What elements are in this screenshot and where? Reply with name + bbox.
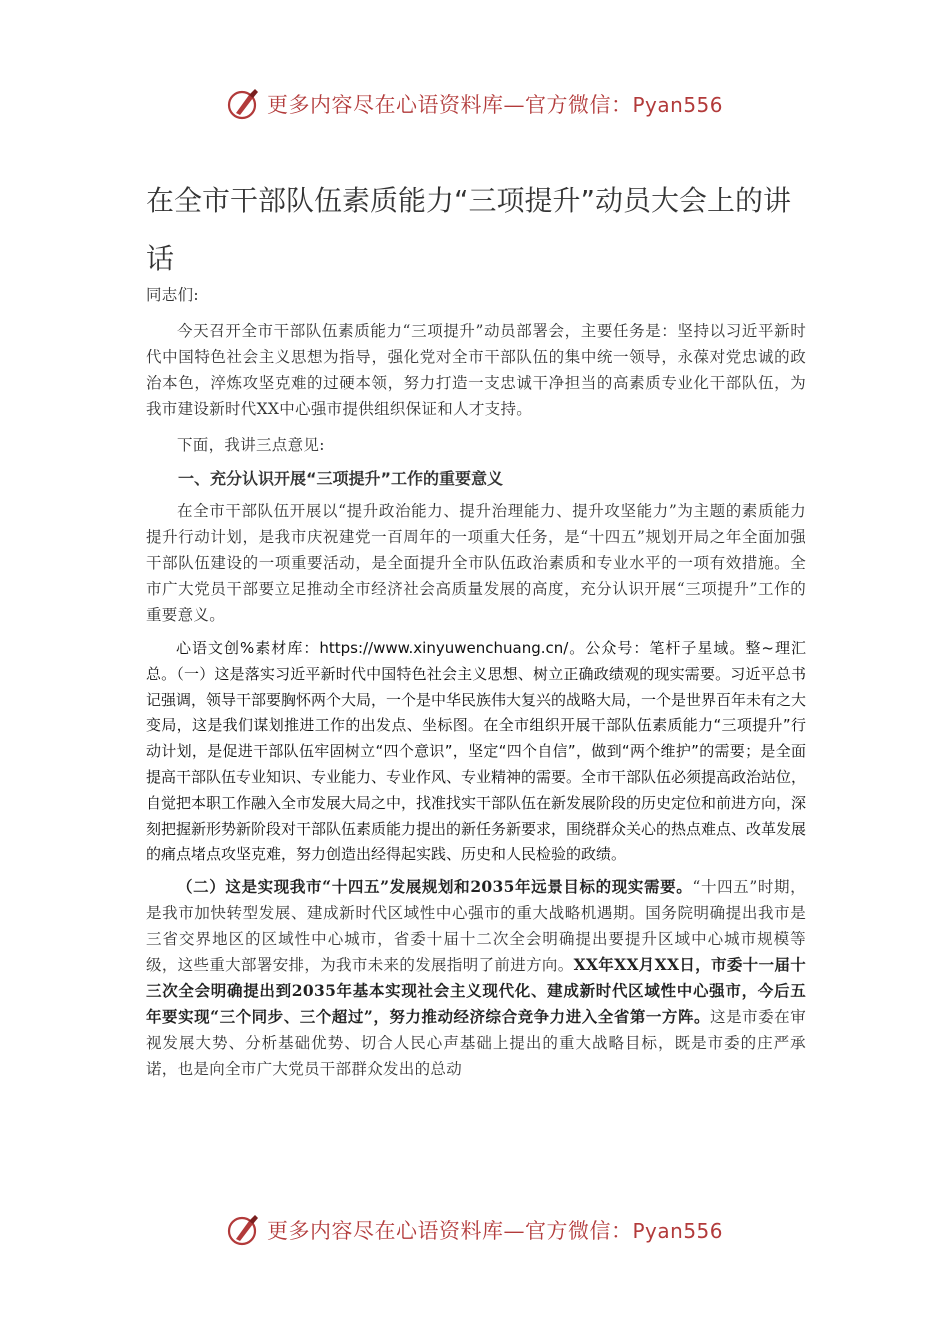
paragraph-sub-1: [146, 636, 806, 868]
sub-heading-2: （二）这是实现我市“十四五”发展规划和2035年远景目标的现实需要。: [177, 877, 693, 897]
paragraph-sub-2-bold: XX年XX月XX日，市委十一届十三次全会明确提出到2035年基本实现社会主义现代化、建成新时代区域性中心强市，今后五年要实现“三个同步、三个超过”，努力推动经济综合竞争力进入全省第一方阵。: [146, 955, 806, 1027]
salutation: 同志们:: [146, 286, 199, 304]
paragraph-significance: 在全市干部队伍开展以“提升政治能力、提升治理能力、提升攻坚能力”为主题的素质能力提升行动计划，是我市庆祝建党一百周年的一项重大任务，是“十四五”规划开局之年全面加强干部队伍建设的一项重要活动，是全面提升全市队伍政治素质和专业水平的一项有效措施。全市广大党员干部要立足推动全市经济社会高质量发展的高度，充分认识开展“三项提升”工作的重要意义。: [146, 502, 806, 624]
paragraph-sub-2-text-1: “十四五”时期，是我市加快转型发展、建成新时代区域性中心强市的重大战略机遇期。国务院明确提出我市是三省交界地区的区域性中心城市，省委十届十二次全会明确提出要提升区域中心城市规模等级，这些重大部署安排，为我市未来的发展指明了前进方向。: [146, 878, 806, 975]
footer-banner: [0, 1210, 950, 1250]
header-banner: [0, 84, 950, 124]
paragraph-sub-1-body: （一）这是落实习近平新时代中国特色社会主义思想、树立正确政绩观的现实需要。习近平总书记强调，领导干部要胸怀两个大局，一个是中华民族伟大复兴的战略大局，一个是世界百年未有之大变局，这是我们谋划推进工作的出发点、坐标图。在全市组织开展干部队伍素质能力“三项提升”行动计划，是促进干部队伍牢固树立“四个意识”，坚定“四个自信”，做到“两个维护”的需要；是全面提高干部队伍专业知识、专业能力、专业作风、专业精神的需要。全市干部队伍必须提高政治站位，自觉把本职工作融入全市发展大局之中，找准找实干部队伍在新发展阶段的历史定位和前进方向，深刻把握新形势新阶段对干部队伍素质能力提出的新任务新要求，围绕群众关心的热点难点、改革发展的痛点堵点攻坚克难，努力创造出经得起实践、历史和人民检验的政绩。: [146, 664, 807, 864]
paragraph-intro: 今天召开全市干部队伍素质能力“三项提升”动员部署会，主要任务是：坚持以习近平新时代中国特色社会主义思想为指导，强化党对全市干部队伍的集中统一领导，永葆对党忠诚的政治本色，淬炼攻坚克难的过硬本领，努力打造一支忠诚干净担当的高素质专业化干部队伍，为我市建设新时代XX中心强市提供组织保证和人才支持。: [146, 322, 806, 418]
banner-text: 更多内容尽在心语资料库—官方微信：Pyan556: [266, 1219, 723, 1243]
section-heading-1: 一、充分认识开展“三项提升”工作的重要意义: [178, 469, 504, 488]
page-title: 在全市干部队伍素质能力“三项提升”动员大会上的讲话: [146, 184, 792, 275]
pen-logo-icon: [227, 87, 261, 121]
banner-handle: Pyan556: [632, 93, 723, 117]
banner-handle: Pyan556: [632, 1219, 723, 1243]
document-body: [146, 282, 806, 1082]
pen-logo-icon: [227, 1213, 261, 1247]
paragraph-sub-2-text-2: 这是市委在审视发展大势、分析基础优势、切合人民心声基础上提出的重大战略目标，既是市委的庄严承诺，也是向全市广大党员干部群众发出的总动: [146, 1008, 806, 1079]
paragraph-sub-2: [146, 874, 806, 1082]
source-note: 心语文创%素材库：https://www.xinyuwenchuang.cn/。公众号：笔杆子星域。整~理汇总。: [146, 639, 806, 683]
banner-text: 更多内容尽在心语资料库—官方微信：Pyan556: [266, 93, 723, 117]
paragraph-transition: 下面，我讲三点意见:: [177, 436, 325, 454]
